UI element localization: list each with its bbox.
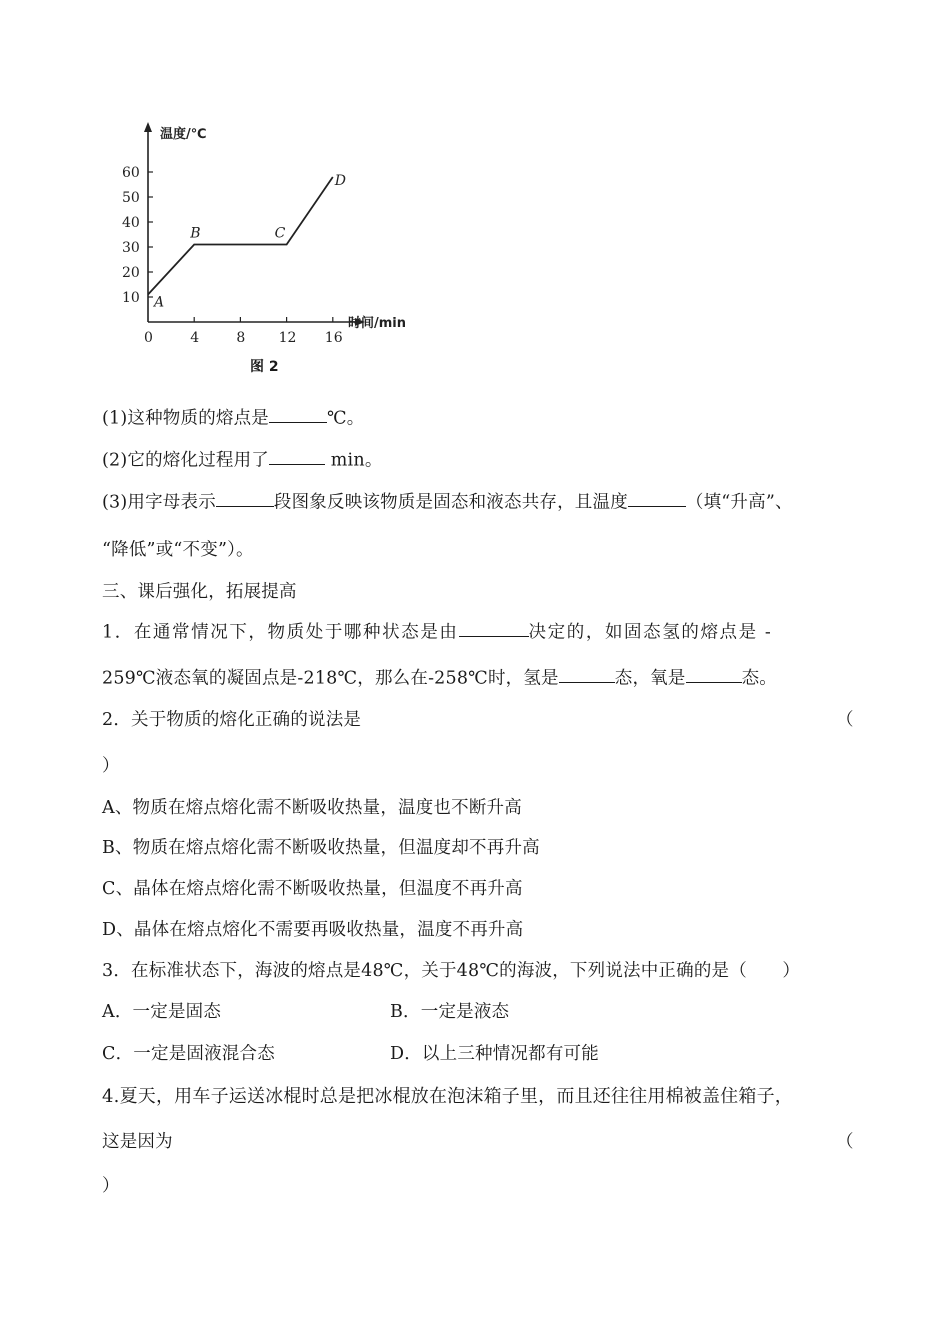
question-1-unit: ℃。: [327, 408, 365, 429]
temperature-curve: [148, 177, 333, 295]
problem-2-stem: 2．关于物质的熔化正确的说法是: [102, 710, 362, 730]
problem-3-stem: 3．在标准状态下，海波的熔点是48℃，关于48℃的海波，下列说法中正确的是（ ）: [102, 961, 801, 981]
answer-blank[interactable]: [559, 664, 615, 683]
answer-paren-close: ）: [102, 756, 120, 776]
answer-paren-close: ）: [102, 1176, 120, 1196]
y-tick-label: 20: [122, 265, 140, 281]
question-3-line-1: [102, 488, 793, 513]
answer-blank[interactable]: [686, 664, 742, 683]
answer-blank[interactable]: [269, 446, 325, 465]
point-label-b: B: [190, 225, 201, 242]
problem-4-line-1: 4.夏天，用车子运送冰棍时总是把冰棍放在泡沫箱子里，而且还往往用棉被盖住箱子，: [102, 1086, 793, 1107]
section-heading: 三、课后强化，拓展提高: [102, 582, 297, 602]
y-tick-label: 60: [122, 165, 140, 181]
point-label-c: C: [274, 225, 286, 242]
problem-1-line-1: [102, 618, 772, 643]
question-1-text: (1)这种物质的熔点是: [102, 408, 269, 429]
answer-blank[interactable]: [269, 404, 327, 423]
question-2-text: (2)它的熔化过程用了: [102, 450, 269, 471]
point-label-a: A: [154, 294, 165, 311]
melting-curve-chart: [112, 112, 422, 382]
answer-blank[interactable]: [628, 488, 686, 507]
x-axis-label: 时间/min: [348, 316, 407, 331]
answer-paren-open: （: [836, 1132, 854, 1152]
question-3-line-2: “降低”或“不变”）。: [102, 540, 254, 560]
x-tick-label: 0: [144, 330, 153, 346]
problem-1-text: 决定的，如固态氢的熔点是 -: [528, 622, 773, 643]
problem-2-option-a: A、物质在熔点熔化需不断吸收热量，温度也不断升高: [102, 798, 522, 818]
question-3-text: （填“升高”、: [685, 492, 793, 513]
problem-1-text: 态。: [741, 668, 777, 689]
y-axis-label: 温度/℃: [160, 127, 207, 142]
problem-1-text: 态，氧是: [614, 668, 686, 689]
problem-1-text: 259℃液态氧的凝固点是-218℃，那么在-258℃时，氢是: [102, 668, 559, 689]
y-tick-label: 40: [122, 215, 140, 231]
point-label-d: D: [334, 173, 347, 189]
answer-blank[interactable]: [459, 618, 529, 637]
x-tick-label: 12: [278, 330, 297, 346]
question-2: [102, 446, 383, 471]
figure-caption: 图 2: [250, 359, 279, 375]
x-tick-label: 8: [236, 330, 246, 346]
problem-3-option-b: B．一定是液态: [390, 1002, 510, 1022]
problem-1-text: 1．在通常情况下，物质处于哪种状态是由: [102, 622, 459, 643]
question-3-text: (3)用字母表示: [102, 492, 216, 513]
y-tick-label: 10: [122, 290, 140, 306]
problem-3-option-d: D．以上三种情况都有可能: [390, 1044, 599, 1064]
problem-4-line-2: 这是因为: [102, 1132, 173, 1152]
problem-1-line-2: [102, 664, 777, 689]
question-1: [102, 404, 364, 429]
problem-2-option-c: C、晶体在熔点熔化需不断吸收热量，但温度不再升高: [102, 879, 523, 899]
x-tick-label: 16: [324, 330, 343, 346]
problem-3-option-a: A．一定是固态: [102, 1002, 222, 1022]
y-axis-arrow: [144, 122, 152, 132]
problem-2-option-b: B、物质在熔点熔化需不断吸收热量，但温度却不再升高: [102, 838, 540, 858]
problem-2-option-d: D、晶体在熔点熔化不需要再吸收热量，温度不再升高: [102, 920, 524, 940]
y-tick-label: 50: [122, 190, 140, 206]
problem-3-option-c: C．一定是固液混合态: [102, 1044, 275, 1064]
figure-2: [112, 112, 422, 382]
question-2-unit: min。: [325, 450, 383, 471]
answer-paren-open: （: [836, 710, 854, 730]
answer-blank[interactable]: [216, 488, 274, 507]
y-tick-label: 30: [122, 240, 140, 256]
question-3-text: 段图象反映该物质是固态和液态共存，且温度: [273, 492, 628, 513]
x-tick-label: 4: [190, 330, 200, 346]
